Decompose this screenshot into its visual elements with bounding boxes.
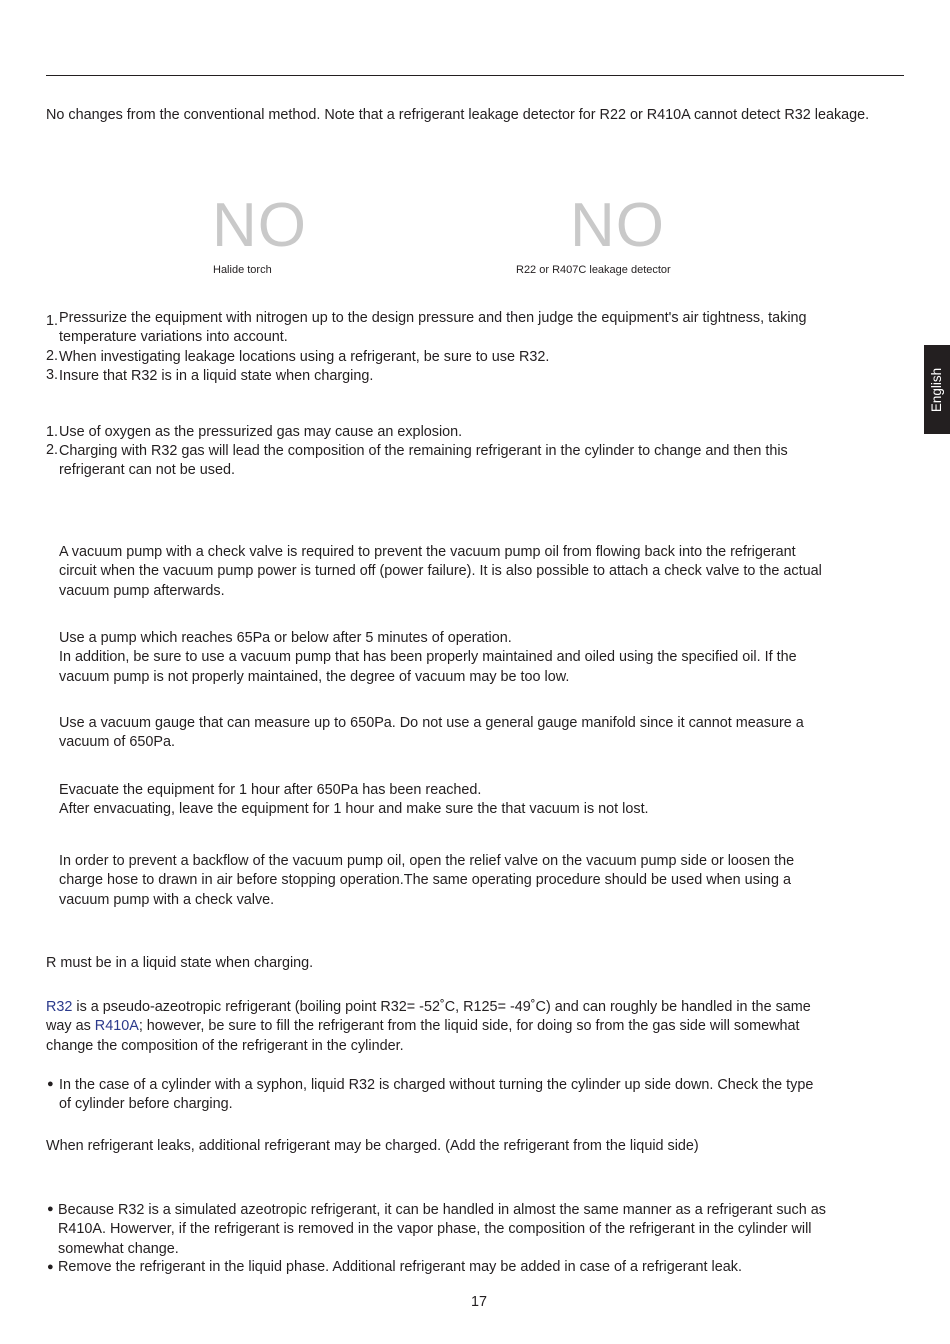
- syphon-bullet: [59, 1076, 907, 1115]
- syphon-line2: of cylinder before charging.: [59, 1096, 233, 1113]
- pump-line2: In addition, be sure to use a vacuum pump that has been properly maintained and oiled using the specified oil. If the: [59, 649, 797, 666]
- page-number: 17: [470, 1294, 487, 1310]
- leak-note: When refrigerant leaks, additional refrigerant may be charged. (Add the refrigerant from the liquid side): [46, 1138, 699, 1154]
- r32-line1: [46, 998, 906, 1017]
- r410a-link[interactable]: R410A: [94, 1018, 139, 1035]
- check-valve-line1: A vacuum pump with a check valve is required to prevent the vacuum pump oil from flowing back into the refrigerant: [59, 544, 796, 560]
- evacuation-paragraph: [59, 781, 907, 820]
- r32-line3: change the composition of the refrigerant in the cylinder.: [46, 1037, 404, 1054]
- procedure-item-3: Insure that R32 is in a liquid state when charging.: [59, 368, 374, 384]
- evacuate-line1: Evacuate the equipment for 1 hour after 650Pa has been reached.: [59, 782, 482, 798]
- bullet-icon: ●: [47, 1203, 54, 1215]
- caution-number-2: 2.: [46, 442, 59, 458]
- caution-item-2-line2: refrigerant can not be used.: [59, 462, 235, 479]
- procedure-number-3: 3.: [46, 367, 59, 383]
- no-mark-detector: NO: [570, 191, 665, 260]
- language-tab: [924, 345, 950, 434]
- caption-halide-torch: Halide torch: [213, 264, 272, 276]
- r32-line1-text: is a pseudo-azeotropic refrigerant (boiling point R32= -52˚C, R125= -49˚C) and can roughly be handled in the same: [72, 999, 811, 1015]
- backflow-line1: In order to prevent a backflow of the vacuum pump oil, open the relief valve on the vacuum pump side or loosen the: [59, 853, 795, 869]
- procedure-item-1-line1: Pressurize the equipment with nitrogen up to the design pressure and then judge the equipment's air tightness, taking: [59, 310, 807, 326]
- r32-line2-prefix: way as: [46, 1018, 95, 1035]
- azeotropic-line2: R410A. Howerver, if the refrigerant is removed in the vapor phase, the composition of the refrigerant in the cylinder will: [58, 1221, 812, 1238]
- procedure-item-1-line2: temperature variations into account.: [59, 329, 288, 346]
- bullet-icon: ●: [47, 1078, 54, 1090]
- backflow-paragraph: [59, 852, 907, 910]
- r32-paragraph: [46, 998, 906, 1056]
- check-valve-line2: circuit when the vacuum pump power is turned off (power failure). It is also possible to attach a check valve to the actual: [59, 563, 822, 580]
- backflow-line3: vacuum pump with a check valve.: [59, 891, 275, 908]
- r32-line2-text: ; however, be sure to fill the refrigerant from the liquid side, for doing so from the gas side will somewhat: [138, 1018, 800, 1035]
- gauge-line2: vacuum of 650Pa.: [59, 734, 175, 751]
- procedure-item-2: When investigating leakage locations using a refrigerant, be sure to use R32.: [59, 349, 550, 365]
- azeotropic-bullet: [58, 1201, 910, 1259]
- procedure-number-2: 2.: [46, 348, 59, 364]
- syphon-line1: In the case of a cylinder with a syphon, liquid R32 is charged without turning the cylinder up side down. Check the type: [59, 1077, 814, 1093]
- liquid-phase-bullet: Remove the refrigerant in the liquid phase. Additional refrigerant may be added in case of a refrigerant leak.: [58, 1259, 742, 1275]
- intro-paragraph: No changes from the conventional method. Note that a refrigerant leakage detector for R22 or R410A cannot detect R32 leakage.: [46, 107, 870, 123]
- caption-leakage-detector: R22 or R407C leakage detector: [516, 264, 671, 276]
- vacuum-gauge-paragraph: [59, 714, 907, 753]
- r32-line2: [46, 1017, 906, 1036]
- language-tab-label: English: [929, 367, 944, 412]
- azeotropic-line3: somewhat change.: [58, 1240, 179, 1257]
- backflow-line2: charge hose to drawn in air before stopping operation.The same operating procedure should be used when using a: [59, 872, 792, 889]
- vacuum-pump-paragraph: [59, 629, 907, 687]
- pump-line3: vacuum pump is not properly maintained, the degree of vacuum may be too low.: [59, 668, 570, 685]
- pump-line1: Use a pump which reaches 65Pa or below after 5 minutes of operation.: [59, 630, 512, 646]
- liquid-state-note: R must be in a liquid state when charging.: [46, 955, 314, 971]
- caution-item-2-line1: Charging with R32 gas will lead the composition of the remaining refrigerant in the cylinder to change and then this: [59, 443, 788, 459]
- caution-number-1: 1.: [46, 424, 59, 440]
- check-valve-line3: vacuum pump afterwards.: [59, 582, 225, 599]
- procedure-item-1: [59, 309, 907, 348]
- evacuate-line2: After envacuating, leave the equipment for 1 hour and make sure the that vacuum is not lost.: [59, 801, 649, 818]
- bullet-icon: ●: [47, 1261, 54, 1273]
- procedure-number-1: 1.: [46, 313, 59, 329]
- vacuum-check-valve-paragraph: [59, 543, 907, 601]
- caution-item-2: [59, 442, 907, 481]
- caution-item-1: Use of oxygen as the pressurized gas may cause an explosion.: [59, 424, 463, 440]
- r32-link[interactable]: R32: [46, 999, 73, 1015]
- header-rule: [46, 75, 904, 76]
- azeotropic-line1: Because R32 is a simulated azeotropic refrigerant, it can be handled in almost the same manner as a refrigerant such as: [58, 1202, 826, 1218]
- no-mark-halide: NO: [212, 191, 307, 260]
- gauge-line1: Use a vacuum gauge that can measure up to 650Pa. Do not use a general gauge manifold since it cannot measure a: [59, 715, 804, 731]
